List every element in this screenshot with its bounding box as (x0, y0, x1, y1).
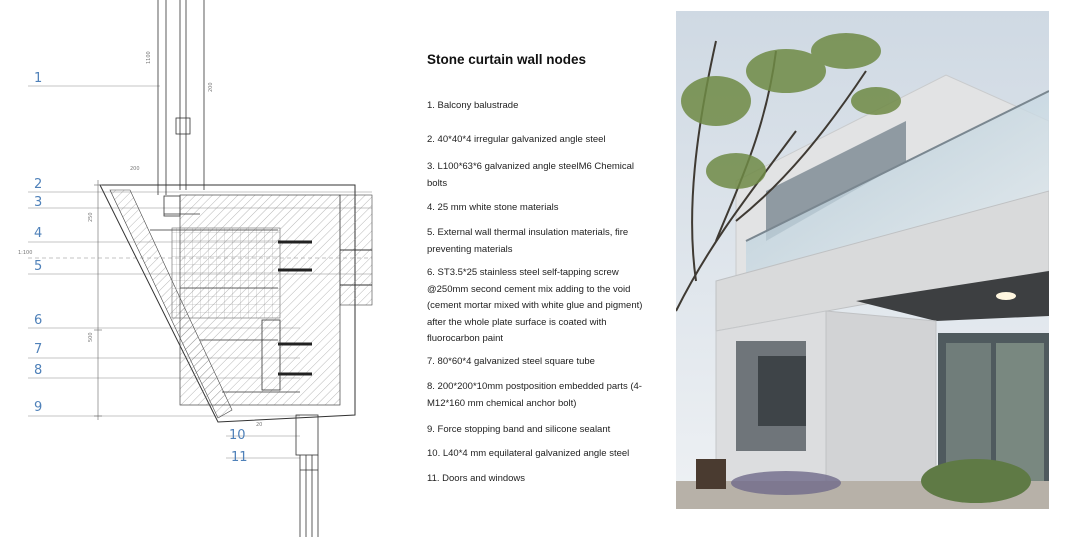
callout-9: 9 (34, 400, 43, 415)
callout-10: 10 (229, 428, 246, 443)
legend-item-11: 11. Doors and windows (427, 473, 526, 484)
legend-item-3: 3. L100*63*6 galvanized angle steelM6 Chemical bolts (427, 161, 635, 189)
legend-item-2: 2. 40*40*4 irregular galvanized angle steel (427, 134, 606, 145)
callout-5: 5 (34, 259, 43, 274)
dim-scale: 1:100 (18, 250, 33, 256)
lower-stone-wall-right (826, 311, 936, 499)
legend-item-5: 5. External wall thermal insulation materials, fire preventing materials (427, 227, 629, 255)
lower-window (758, 356, 806, 426)
callout-1: 1 (34, 71, 43, 86)
node-detail-svg (0, 0, 380, 537)
dim-200a: 200 (208, 82, 214, 92)
legend-item-4: 4. 25 mm white stone materials (427, 202, 559, 213)
dim-250: 250 (88, 212, 94, 222)
callout-6: 6 (34, 313, 43, 328)
dim-500: 500 (88, 332, 94, 342)
legend-item-10: 10. L40*4 mm equilateral galvanized angle steel (427, 448, 630, 459)
concrete-slab (180, 195, 372, 405)
legend-item-9: 9. Force stopping band and silicone sealant (427, 424, 611, 435)
legend-item-6: 6. ST3.5*25 stainless steel self-tapping screw @250mm second cement mix adding to the void (cement mortar mixed with white glue and pigment) after the whole plate surface is coated with fluorocarbon paint (427, 267, 643, 344)
building-photo (676, 11, 1049, 509)
legend-item-7: 7. 80*60*4 galvanized steel square tube (427, 356, 595, 367)
flower-bed (731, 471, 841, 495)
dim-1100: 1100 (146, 51, 152, 64)
legend-panel (427, 52, 657, 484)
dim-20: 20 (256, 422, 263, 428)
dimension-line (94, 180, 102, 420)
callout-11: 11 (231, 450, 248, 465)
legend-item-1: 1. Balcony balustrade (427, 100, 519, 111)
section-drawing (0, 0, 380, 537)
balustrade (158, 0, 204, 216)
legend-item-8: 8. 200*200*10mm postposition embedded parts (4-M12*160 mm chemical anchor bolt) (427, 381, 642, 409)
ceiling-light (996, 292, 1016, 300)
chair (696, 459, 726, 489)
callout-7: 7 (34, 342, 43, 357)
callout-8: 8 (34, 363, 43, 378)
callout-2: 2 (34, 177, 43, 192)
callout-4: 4 (34, 226, 43, 241)
door-frame (296, 415, 318, 537)
callout-3: 3 (34, 195, 43, 210)
building-photo-illustration (676, 11, 1049, 509)
shrub (921, 459, 1031, 503)
legend-title: Stone curtain wall nodes (427, 52, 587, 67)
dim-200b: 200 (130, 166, 140, 172)
